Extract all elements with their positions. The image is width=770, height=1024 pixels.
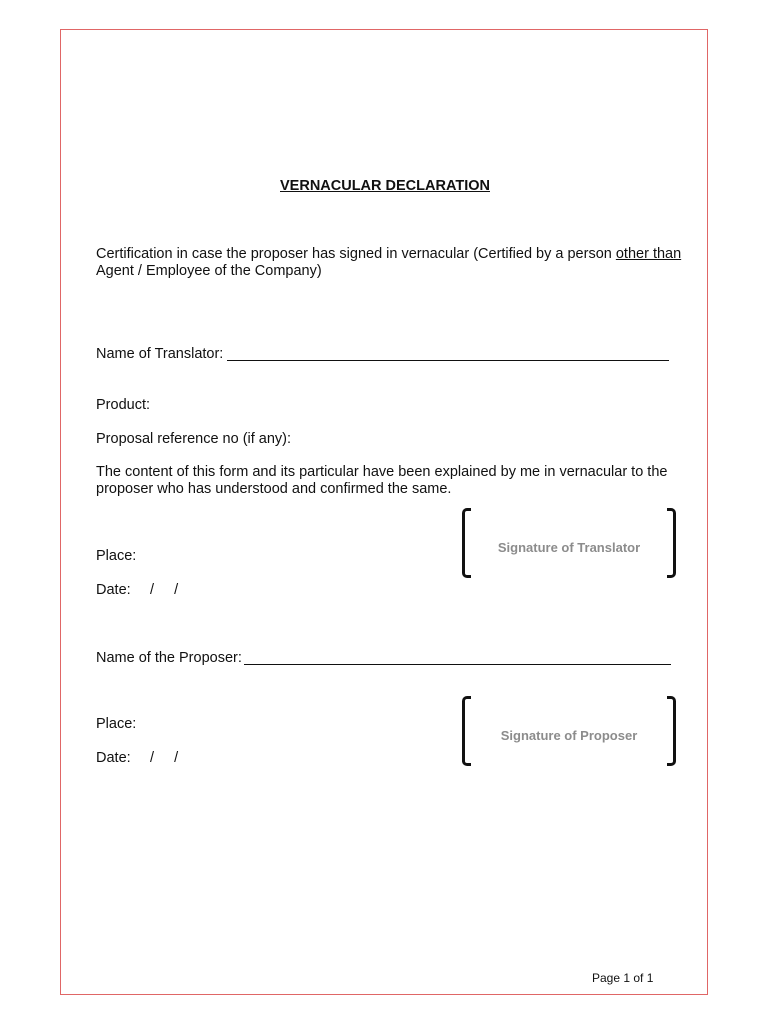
proposer-signature-label: Signature of Proposer [500, 728, 638, 743]
proposer-date-label: Date: [96, 750, 131, 766]
proposer-date-field[interactable]: / / [150, 750, 179, 766]
proposal-reference-label: Proposal reference no (if any): [96, 431, 292, 447]
translator-signature-box[interactable] [462, 508, 676, 576]
certification-underlined-text: other than [615, 246, 682, 262]
proposer-signature-box[interactable] [462, 696, 676, 764]
certification-text: Certification in case the proposer has signed in vernacular (Certified by a person [96, 246, 616, 262]
translator-statement-line-2: proposer who has understood and confirmed the same. [96, 481, 452, 497]
document-title: VERNACULAR DECLARATION [280, 178, 490, 194]
translator-signature-label: Signature of Translator [497, 540, 641, 555]
certification-line-1 [96, 246, 681, 263]
translator-name-field[interactable] [227, 360, 669, 361]
translator-name-label: Name of Translator: [96, 346, 224, 362]
translator-place-label: Place: [96, 548, 137, 564]
page-number: Page 1 of 1 [592, 971, 654, 985]
proposer-name-field[interactable] [244, 664, 671, 665]
certification-line-2: Agent / Employee of the Company) [96, 263, 322, 279]
product-label: Product: [96, 397, 150, 413]
proposer-name-label: Name of the Proposer: [96, 650, 242, 666]
translator-date-field[interactable]: / / [150, 582, 179, 598]
translator-statement-line-1: The content of this form and its particular have been explained by me in vernacular to the [96, 464, 668, 480]
proposer-place-label: Place: [96, 716, 137, 732]
translator-date-label: Date: [96, 582, 131, 598]
